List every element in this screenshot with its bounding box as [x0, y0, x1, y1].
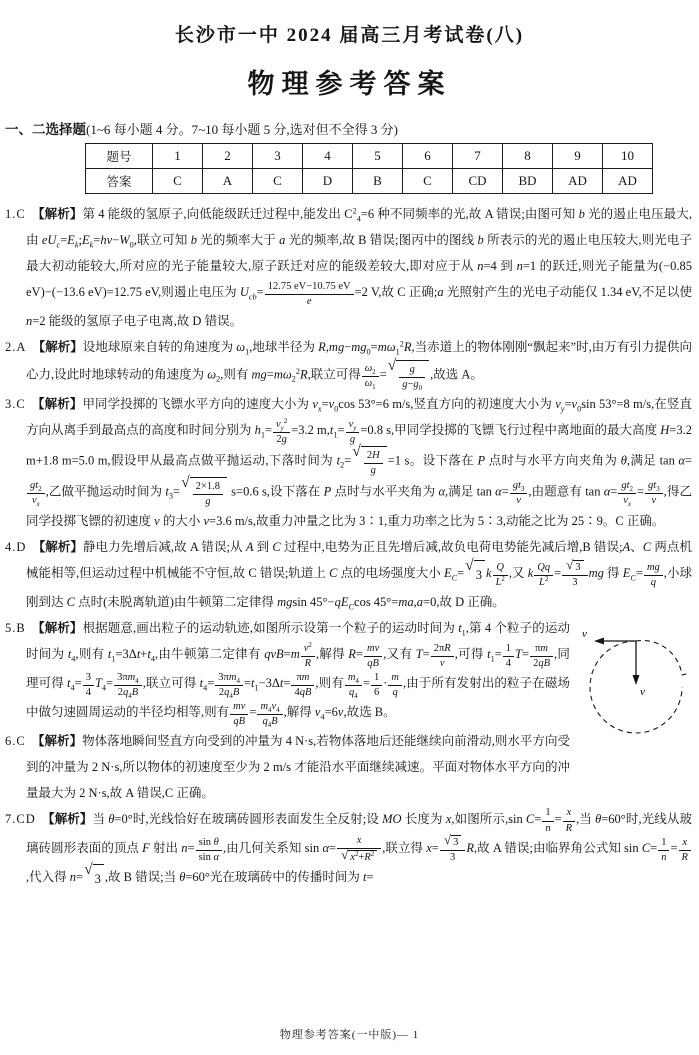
explanation-item-4: 4.D 【解析】静电力先增后减,故 A 错误;从 A 到 C 过程中,电势为正且先增后减,故负电荷电势能先减后增,B 错误;A、C 两点机械能相等,但运动过程中机械能不守恒,故 C 错误;轨道上 C 点的电场强度大小 $E_C=$ √ 3 k $\frac{Q}{L^2}$ ,又 k $\frac{Qq}{L^2}$ = √ 3 3 mg 得 $E_C=$ $\frac{mg}{q}$ ,小球刚到达 C 点时(未脱离轨道)由牛顿第二定律得 mgsin $45^\circ-qE_C\cos$ 45°=ma,a=0,故 D 正确。 — [5, 539, 692, 612]
fraction-denominator: g — [370, 464, 376, 476]
fraction-numerator: Q — [493, 562, 508, 576]
analysis-tag: 【解析】 — [31, 620, 83, 635]
fraction — [27, 480, 45, 507]
answer-cell: A — [203, 169, 253, 194]
fraction-numerator: $v_y$ — [346, 419, 360, 433]
answer-cell: BD — [503, 169, 553, 194]
fraction-numerator: g — [399, 364, 425, 378]
fraction — [364, 643, 382, 670]
fraction — [337, 835, 381, 864]
q5-trajectory-figure — [578, 615, 692, 752]
radical-sign: √ — [566, 556, 574, 572]
fraction-denominator: v — [516, 494, 521, 506]
fraction-numerator: 1 — [542, 807, 553, 821]
fraction-denominator: $q_4$ — [349, 686, 358, 700]
fraction-denominator: $g-g_0$ — [402, 378, 423, 392]
radicand — [361, 446, 387, 477]
question-number-row-label: 题号 — [86, 144, 153, 169]
question-number-cell: 4 — [303, 144, 353, 169]
fraction-denominator: 4 — [505, 657, 512, 669]
answer-key-table — [85, 143, 653, 194]
fraction — [645, 480, 663, 507]
fraction — [562, 556, 587, 589]
fraction-denominator: $v_x$ — [31, 494, 40, 508]
radical-sign: √ — [352, 442, 361, 460]
fraction-denominator: $v_x$ — [623, 494, 631, 508]
trajectory-arc-outer — [636, 640, 690, 675]
fraction-numerator: mg — [644, 562, 663, 576]
square-root — [84, 861, 104, 892]
fraction — [273, 419, 290, 446]
fraction — [510, 480, 528, 507]
fraction — [618, 480, 636, 507]
question-number-cell: 5 — [353, 144, 403, 169]
answer-cell: B — [353, 169, 403, 194]
radicand — [396, 360, 429, 391]
fraction-denominator: g — [205, 495, 211, 507]
item-number-answer: 1.C — [5, 207, 26, 221]
question-number-cell: 8 — [503, 144, 553, 169]
fraction-numerator: Qq — [534, 562, 553, 576]
question-number-cell: 10 — [603, 144, 653, 169]
radical-sign: √ — [181, 473, 190, 491]
fraction-numerator: πm — [530, 643, 553, 657]
fraction-denominator: $L^2$ — [495, 575, 505, 588]
fraction-numerator: 1 — [658, 837, 669, 851]
fraction-denominator: R — [304, 657, 311, 669]
fraction — [83, 672, 94, 699]
fraction — [215, 672, 243, 699]
analysis-tag: 【解析】 — [32, 539, 83, 554]
fraction — [440, 831, 465, 864]
fraction — [301, 643, 315, 670]
fraction-denominator: q — [650, 576, 656, 588]
fraction-numerator: 3 — [83, 672, 94, 686]
explanation-item-6: 6.C 【解析】物体落地瞬间竖直方向受到的冲量为 4 N·s,若物体落地后还能继续向前滑动,则水平方向受到的冲量为 2 N·s,所以物体的初速度至少为 2 m/s 才能沿水平面继续减速。平面对物体水平方向的冲量最大为 2 N·s,故 A 错误,C 正确。 — [5, 733, 570, 800]
answer-cell: C — [153, 169, 203, 194]
fraction-denominator: 3 — [449, 851, 456, 863]
fraction — [493, 562, 508, 589]
fraction-denominator: $2q_4B$ — [117, 686, 139, 700]
answer-cell: C — [253, 169, 303, 194]
fraction-denominator: qB — [367, 657, 379, 669]
analysis-tag: 【解析】 — [31, 207, 83, 221]
fraction — [345, 672, 362, 699]
fraction-numerator: $3\pi m_4$ — [215, 672, 243, 686]
fraction-numerator: $gt_3$ — [645, 480, 663, 494]
fraction-denominator: 2qB — [533, 657, 550, 669]
fraction — [399, 364, 425, 391]
fraction-denominator: 6 — [373, 686, 380, 698]
fraction-denominator: 4 — [85, 686, 91, 698]
fraction-denominator: $q_4B$ — [262, 715, 278, 729]
fraction-denominator: 3 — [572, 576, 578, 588]
item-number-answer: 5.B — [5, 620, 26, 635]
square-root — [387, 356, 429, 392]
fraction-numerator: $v_y^2$ — [273, 419, 290, 433]
explanation-item-2: 2.A 【解析】设地球原来自转的角速度为 $\omega_1$,地球半径为 $R,mg-mg_0=m\omega_1^2R$,当赤道上的物体刚刚“飘起来”时,由万有引力提供向心力,设此时地球转动的角速度为 $\omega_2$,则有 $mg=m\omega_2^2R$,联立可得 $\frac{\omega_2}{\omega_1}$ = √ $\frac{g}{g-g_0}$ ,故选 A。 — [5, 339, 692, 392]
fraction — [114, 672, 142, 699]
square-root — [341, 847, 377, 864]
fraction-numerator: mv — [230, 701, 248, 715]
fraction-numerator — [562, 556, 587, 576]
square-root — [566, 556, 583, 574]
fraction-denominator: 4qB — [294, 686, 312, 698]
fraction-denominator: R — [565, 822, 573, 834]
fraction — [388, 672, 402, 699]
square-root — [352, 442, 386, 477]
fraction-numerator: 1 — [371, 672, 382, 686]
page-footer: 物理参考答案(一中版)— 1 — [279, 1029, 420, 1041]
fraction — [291, 672, 314, 699]
radicand: 3 — [474, 560, 485, 588]
fraction-numerator: 2πR — [431, 643, 454, 657]
fraction-numerator: 2×1.8 — [193, 481, 223, 495]
radical-sign: √ — [84, 861, 93, 879]
radicand — [190, 477, 227, 508]
fraction — [265, 281, 354, 308]
question-number-cell: 6 — [403, 144, 453, 169]
fraction — [563, 807, 575, 834]
answer-cell: C — [403, 169, 453, 194]
fraction-numerator: mv — [364, 643, 382, 657]
fraction-numerator: x — [563, 807, 575, 821]
fraction-denominator: $2q_4B$ — [218, 686, 240, 700]
fraction-denominator: $\omega_1$ — [364, 378, 376, 391]
fraction-denominator: e — [306, 295, 312, 307]
fraction-numerator: $gt_3$ — [510, 480, 528, 494]
fraction — [530, 643, 553, 670]
fraction-denominator: 2g — [276, 433, 287, 445]
fraction-denominator: v — [651, 494, 657, 506]
radical-sign: √ — [443, 831, 452, 847]
item-number-answer: 2.A — [5, 339, 27, 354]
fraction — [371, 672, 382, 699]
item-number-answer: 4.D — [5, 539, 27, 554]
fraction — [364, 450, 383, 477]
explanation-item-7: 7.CD 【解析】当 θ=0°时,光线恰好在玻璃砖圆形表面发生全反射;设 MO 长度为 x,如图所示,sin C= $\frac{1}{n}$ = $\frac{x}{R}$ ,当 θ=60°时,光线从玻璃砖圆形表面的顶点 F 射出 n= $\frac{\text{sin θ}}{\text{sin α}}$ ,由几何关系知 sin α= x √ $x^2+R^2$ ,联立得 x= √ 3 3 R,故 A 错误;由临界角公式知 sin C= $\frac{1}{n}$ = $\frac{x}{R}$ ,代入得 n= √ 3 ,故 B 错误;当 θ=60°光在玻璃砖中的传播时间为 t= — [5, 806, 692, 893]
explanations-section — [5, 201, 692, 892]
fraction-numerator: x — [679, 837, 691, 851]
fraction-numerator: $gt_2$ — [27, 480, 45, 494]
fraction-denominator: n — [661, 851, 667, 863]
radicand: 3 — [573, 560, 583, 574]
exam-title: 长沙市一中 2024 届高三月考试卷(八) — [174, 25, 525, 46]
fraction — [431, 643, 454, 670]
fraction-denominator: n — [545, 822, 551, 834]
fraction-numerator: $v^2$ — [301, 643, 315, 657]
velocity-arrowhead-left — [594, 637, 604, 644]
radical-sign: √ — [465, 557, 474, 574]
fraction-denominator: v — [439, 657, 445, 669]
particle-trajectory-diagram — [578, 615, 692, 743]
fraction-numerator: 12.75 eV−10.75 eV — [265, 281, 354, 295]
answer-cell: AD — [553, 169, 603, 194]
question-number-row — [86, 144, 653, 169]
fraction — [534, 562, 553, 589]
fraction — [230, 701, 248, 728]
fraction — [196, 837, 222, 864]
fraction — [679, 837, 691, 864]
fraction-numerator: 2H — [364, 450, 383, 464]
fraction-denominator: sin α — [198, 851, 219, 863]
radical-sign: √ — [341, 847, 349, 863]
fraction-denominator: R — [681, 851, 688, 863]
radicand: 3 — [93, 864, 104, 892]
square-root — [443, 831, 461, 849]
section-heading-label: 一、二选择题 — [5, 122, 86, 137]
fraction-numerator: $m_4v_4$ — [257, 701, 282, 715]
analysis-tag: 【解析】 — [31, 396, 83, 411]
radical-sign: √ — [387, 356, 397, 374]
answer-cell: D — [303, 169, 353, 194]
fraction — [542, 807, 553, 834]
item-number-answer: 7.CD — [5, 811, 36, 826]
fraction-numerator: $gt_2$ — [618, 480, 636, 494]
section-heading-note: (1~6 每小题 4 分。7~10 每小题 5 分,选对但不全得 3 分) — [86, 122, 398, 137]
answer-cell: AD — [603, 169, 653, 194]
fraction-denominator: q — [392, 686, 398, 698]
radicand: $x^2+R^2$ — [348, 850, 377, 864]
fraction-numerator: $m_4$ — [345, 672, 362, 686]
fraction — [503, 643, 514, 670]
fraction — [644, 562, 663, 589]
fraction-numerator — [440, 831, 465, 851]
fraction-denominator: qB — [233, 715, 246, 727]
question-number-cell: 7 — [453, 144, 503, 169]
fraction-numerator: sin θ — [196, 837, 222, 851]
answer-row-label: 答案 — [86, 169, 153, 194]
answer-cell: CD — [453, 169, 503, 194]
fraction-denominator: $L^2$ — [539, 575, 549, 588]
fraction-denominator: g — [349, 433, 356, 445]
explanation-item-1: 1.C 【解析】第 4 能级的氢原子,向低能级跃迁过程中,能发出 $C^2_4=6$ 种不同频率的光,故 A 错误;由图可知 b 光的遏止电压最大,由 $eU_c=E_k;E_k=h\nu-W_0$,联立可知 b 光的频率大于 a 光的频率,故 B 错误;图丙中的图线 b 所表示的光的遏止电压较大,则光电子最大初动能较大,所对应的光子能量较大,原子跃迁对应的能级差较大,即对应于从 n=4 到 n=1 的跃迁,则光子能量为(−0.85 eV)−(−13.6 eV)=12.75 eV,则遏止电压为 $U_{cb}=$ $\frac{12.75 eV-10.75 eV}{e}$ =2 V,故 C 正确;a 光照射产生的光电子动能仅 1.34 eV,不足以使 n=2 能级的氢原子电子电离,故 D 错误。 — [5, 206, 692, 328]
question-number-cell: 9 — [553, 144, 603, 169]
fraction-numerator: $3\pi m_4$ — [114, 672, 142, 686]
question-number-cell: 1 — [153, 144, 203, 169]
fraction-numerator: $\omega_2$ — [362, 363, 379, 377]
fraction-numerator: πm — [291, 672, 314, 686]
subject-title: 物理参考答案 — [247, 69, 452, 99]
analysis-tag: 【解析】 — [31, 733, 83, 748]
analysis-tag: 【解析】 — [32, 339, 83, 354]
fraction — [346, 419, 360, 446]
fraction-denominator — [337, 849, 381, 864]
fraction-numerator: 1 — [503, 643, 514, 657]
answer-row — [86, 169, 653, 194]
square-root — [465, 557, 485, 588]
item-number-answer: 3.C — [5, 396, 26, 411]
fraction — [257, 701, 282, 728]
question-number-cell: 3 — [253, 144, 303, 169]
item-number-answer: 6.C — [5, 733, 26, 748]
square-root — [181, 473, 227, 508]
explanation-item-5: v v 5.B 【解析】根据题意,画出粒子的运动轨迹,如图所示设第一个粒子的运动时间为 $t_1$,第 4 个粒子的运动时间为 $t_4$,则有 $t_1=3\Delta t+t_4$,由牛顿第二定律有 qvB=m $\frac{v^2}{R}$ ,解得 R= $\frac{mv}{qB}$ ,又有 T= $\frac{2\pi R}{v}$ ,可得 $t_1=$ $\frac{1}{4}$ T= $\frac{\pi m}{2qB}$ ,同理可得 $t_4=$ $\frac{3}{4}$ $T_4=$ $\frac{3\pi m_4}{2q_4B}$ ,联立可得 $t_4=$ $\frac{3\pi m_4}{2q_4B}$ $=t_1-3\Delta t=$ $\frac{\pi m}{4qB}$ ,则有 $\frac{m_4}{q_4}$ = $\frac{1}{6}$ · $\frac{m}{q}$ ,由于所有发射出的粒子在磁场中做匀速圆周运动的半径均相等,则有 $\frac{mv}{qB}$ = $\frac{m_4v_4}{q_4B}$ ,解得 $v_4=6v$,故选 B。 — [5, 615, 692, 728]
fraction-numerator: m — [388, 672, 402, 686]
question-number-cell: 2 — [203, 144, 253, 169]
analysis-tag: 【解析】 — [42, 811, 93, 826]
fraction — [658, 837, 669, 864]
velocity-label-left: v — [582, 627, 587, 640]
velocity-label-down: v — [640, 685, 645, 698]
fraction — [193, 481, 223, 508]
fraction — [362, 363, 379, 390]
section-heading — [5, 118, 693, 138]
radicand: 3 — [451, 835, 461, 849]
explanation-item-3: 3.C 【解析】甲同学投掷的飞镖水平方向的速度大小为 $v_x=v_0\cos$ 53°=6 m/s,竖直方向的初速度大小为 $v_y=v_0\sin$ 53°=8 m/s,在竖直方向从离手到最高点的高度和时间分别为 $h_1=$ $\frac{v_y^2}{2g}$ =3.2 $m,t_1=$ $\frac{v_y}{g}$ =0.8 s,甲同学投掷的飞镖飞行过程中离地面的最大高度 H=3.2 m+1.8 m=5.0 m,假设甲从最高点做平抛运动,下落时间为 $t_2=$ √ $\frac{2H}{g}$ =1 s。设下落在 P 点时与水平方向夹角为 θ,满足 tan α= $\frac{gt_2}{v_x}$ ,乙做平抛运动时间为 $t_3=$ √ $\frac{2\times 1.8}{g}$ s=0.6 s,设下落在 P 点时与水平夹角为 α,满足 tan α= $\frac{gt_3}{v}$ ,由题意有 tan α= $\frac{gt_2}{v_x}$ = $\frac{gt_3}{v}$ ,得乙同学投掷飞镖的初速度 v 的大小 v=3.6 m/s,故重力冲量之比为 3∶1,重力功率之比为 5∶3,动能之比为 25∶9。C 正确。 — [5, 396, 692, 528]
fraction-numerator: x — [337, 835, 381, 849]
velocity-arrowhead-down — [633, 675, 640, 685]
